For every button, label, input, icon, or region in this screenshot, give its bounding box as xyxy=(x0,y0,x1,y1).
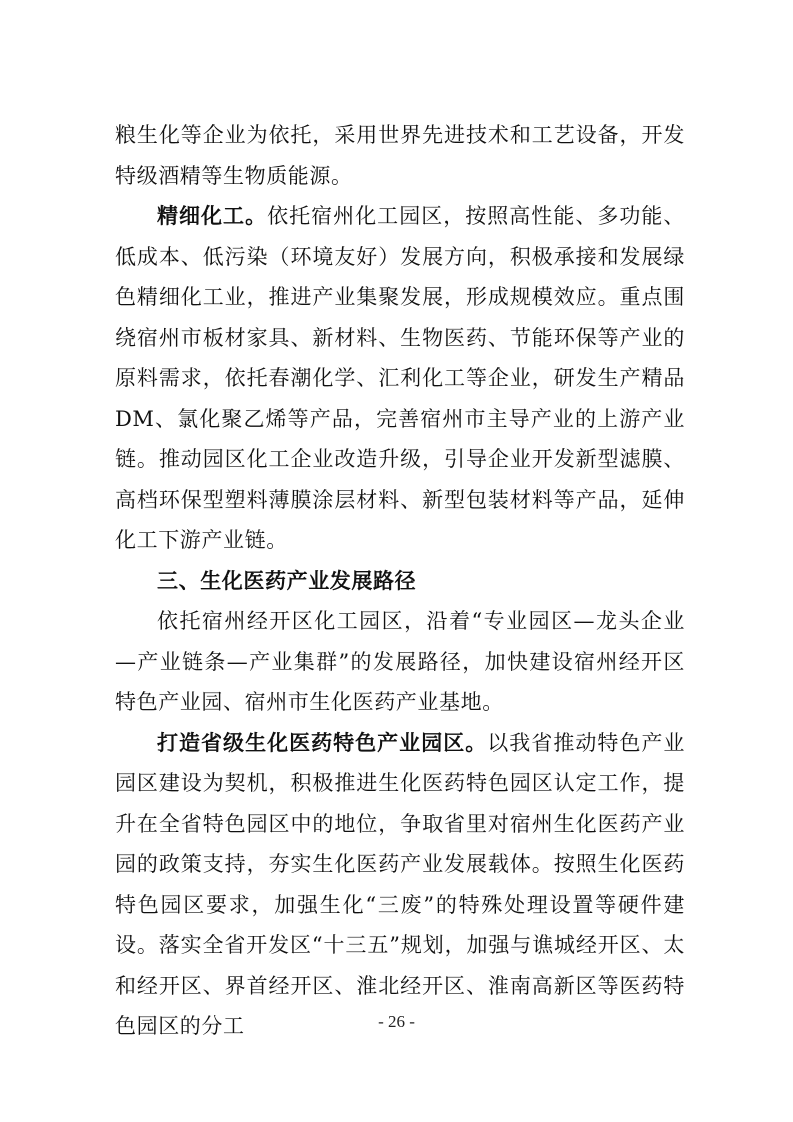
section-heading: 三、生化医药产业发展路径 xyxy=(157,568,417,593)
paragraph-development-path xyxy=(115,601,685,723)
body-text xyxy=(115,115,685,1047)
paragraph-lead: 精细化工。 xyxy=(157,203,268,228)
paragraph-fine-chemicals xyxy=(115,196,685,561)
page-number: - 26 - xyxy=(378,1012,415,1031)
paragraph-provincial-park xyxy=(115,723,685,1047)
paragraph-lead: 打造省级生化医药特色产业园区。 xyxy=(157,729,488,755)
paragraph-text: 粮生化等企业为依托，采用世界先进技术和工艺设备，开发特级酒精等生物质能源。 xyxy=(115,123,685,188)
paragraph-text: 依托宿州经开区化工园区，沿着“专业园区—龙头企业—产业链条—产业集群”的发展路径，加快建设宿州经开区特色产业园、宿州市生化医药产业基地。 xyxy=(115,609,685,714)
paragraph-text: 以我省推动特色产业园区建设为契机，积极推进生化医药特色园区认定工作，提升在全省特色园区中的地位，争取省里对宿州生化医药产业园的政策支持，夯实生化医药产业发展载体。按照生化医药特色园区要求，加强生化“三废”的特殊处理设置等硬件建设。落实全省开发区“十三五”规划，加强与谯城经开区、太和经开区、界首经开区、淮北经开区、淮南高新区等医药特色园区的分工 xyxy=(115,730,686,1038)
paragraph-continuation xyxy=(115,115,685,196)
paragraph-text: 依托宿州化工园区，按照高性能、多功能、低成本、低污染（环境友好）发展方向，积极承接和发展绿色精细化工业，推进产业集聚发展，形成规模效应。重点围绕宿州市板材家具、新材料、生物医药、节能环保等产业的原料需求，依托春潮化学、汇利化工等企业，研发生产精品DM、氯化聚乙烯等产品，完善宿州市主导产业的上游产业链。推动园区化工企业改造升级，引导企业开发新型滤膜、高档环保型塑料薄膜涂层材料、新型包装材料等产品，延伸化工下游产业链。 xyxy=(115,204,685,552)
